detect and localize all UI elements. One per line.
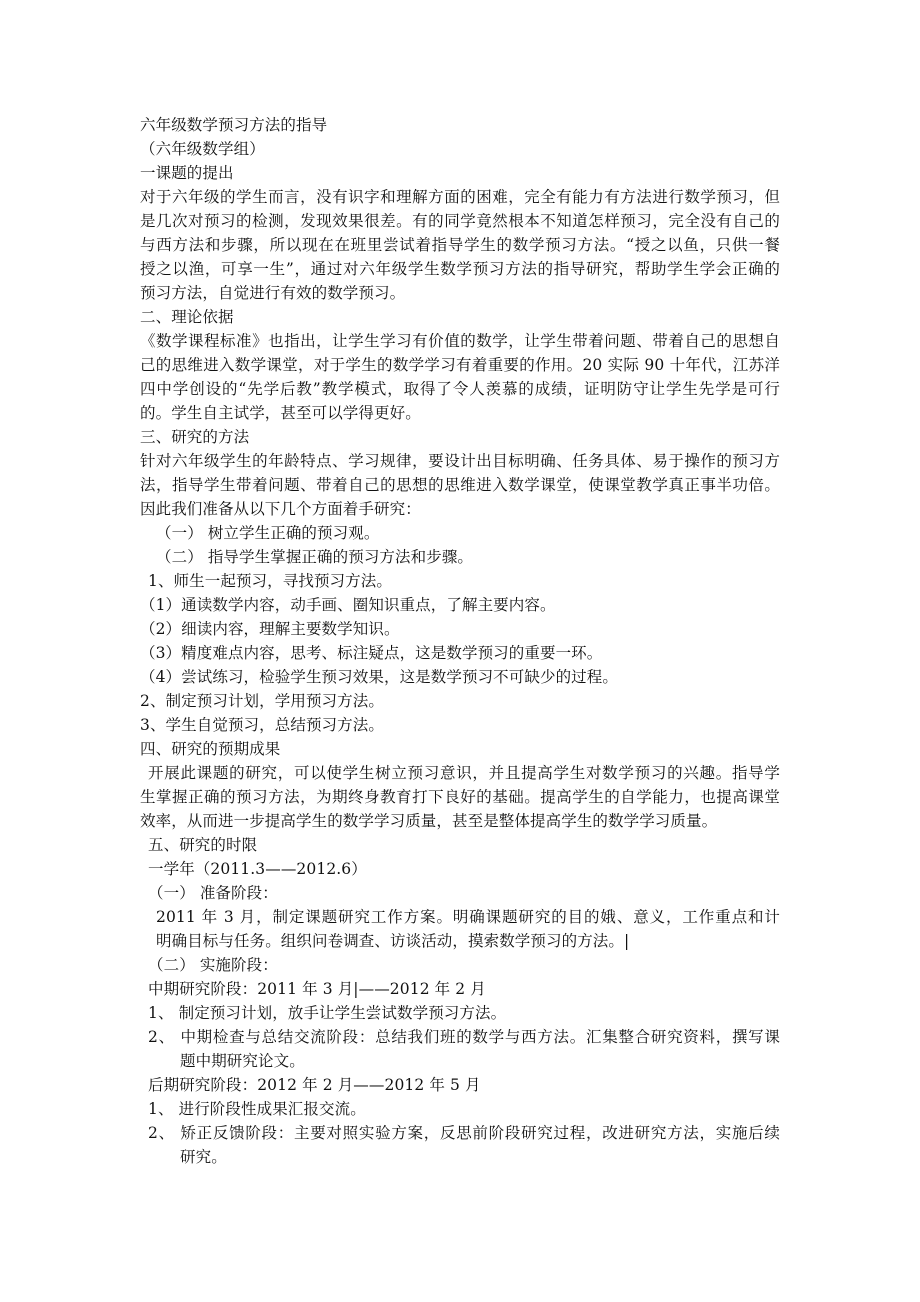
subsection-2: （二） 指导学生掌握正确的预习方法和步骤。 bbox=[156, 548, 474, 566]
section-1-line: 与西方法和步骤，所以现在在班里尝试着指导学生的数学预习方法。“授之以鱼，只供一餐 bbox=[140, 236, 780, 254]
late-stage-heading: 后期研究阶段：2012 年 2 月——2012 年 5 月 bbox=[148, 1076, 481, 1094]
section-2-line: 己的思维进入数学课堂，对于学生的数学学习有着重要的作用。20 实际 90 十年代，江苏洋 bbox=[140, 356, 780, 374]
section-2-line: 《数学课程标准》也指出，让学生学习有价值的数学，让学生带着问题、带着自己的思想自 bbox=[140, 332, 780, 350]
section-2-line: 四中学创设的“先学后教”教学模式，取得了令人羡慕的成绩，证明防守让学生先学是可行 bbox=[140, 380, 780, 398]
section-4-heading: 四、研究的预期成果 bbox=[140, 740, 281, 758]
mid-stage-item: 1、 制定预习计划，放手让学生尝试数学预习方法。 bbox=[148, 1004, 507, 1022]
method-substep: （3）精度难点内容，思考、标注疑点，这是数学预习的重要一环。 bbox=[140, 644, 603, 662]
section-3-line: 因此我们准备从以下几个方面着手研究： bbox=[140, 500, 421, 518]
section-4-line: 效率，从而进一步提高学生的数学学习质量，甚至是整体提高学生的数学学习质量。 bbox=[140, 812, 718, 830]
method-step-1: 1、师生一起预习，寻找预习方法。 bbox=[148, 572, 392, 590]
author-group: （六年级数学组） bbox=[140, 140, 265, 158]
mid-stage-item: 2、 中期检查与总结交流阶段：总结我们班的数学与西方法。汇集整合研究资料，撰写课 bbox=[148, 1028, 780, 1046]
prep-stage-line: 2011 年 3 月，制定课题研究工作方案。明确课题研究的目的娥、意义，工作重点和计 bbox=[156, 908, 780, 926]
impl-stage-heading: （二） 实施阶段： bbox=[148, 956, 278, 974]
research-period: 一学年（2011.3——2012.6） bbox=[148, 860, 367, 878]
section-1-heading: 一课题的提出 bbox=[140, 164, 234, 182]
section-4-line: 开展此课题的研究，可以使学生树立预习意识，并且提高学生对数学预习的兴趣。指导学 bbox=[148, 764, 780, 782]
section-2-line: 的。学生自主试学，甚至可以学得更好。 bbox=[140, 404, 421, 422]
section-1-line: 是几次对预习的检测，发现效果很差。有的同学竟然根本不知道怎样预习，完全没有自己的 bbox=[140, 212, 780, 230]
section-5-heading: 五、研究的时限 bbox=[148, 836, 258, 854]
late-stage-item-cont: 研究。 bbox=[180, 1148, 227, 1166]
section-2-heading: 二、理论依据 bbox=[140, 308, 234, 326]
mid-stage-item-cont: 题中期研究论文。 bbox=[180, 1052, 305, 1070]
section-1-line: 对于六年级的学生而言，没有识字和理解方面的困难，完全有能力有方法进行数学预习，但 bbox=[140, 188, 780, 206]
method-step-3: 3、学生自觉预习，总结预习方法。 bbox=[140, 716, 384, 734]
late-stage-item: 2、 矫正反馈阶段：主要对照实验方案，反思前阶段研究过程，改进研究方法，实施后续 bbox=[148, 1124, 780, 1142]
prep-stage-line: 明确目标与任务。组织问卷调查、访谈活动，摸索数学预习的方法。| bbox=[156, 932, 630, 950]
subsection-1: （一） 树立学生正确的预习观。 bbox=[156, 524, 380, 542]
section-1-line: 授之以渔，可享一生”，通过对六年级学生数学预习方法的指导研究，帮助学生学会正确的 bbox=[140, 260, 780, 278]
document-title: 六年级数学预习方法的指导 bbox=[140, 116, 328, 134]
section-3-line: 法，指导学生带着问题、带着自己的思想的思维进入数学课堂，使课堂教学真正事半功倍。 bbox=[140, 476, 780, 494]
mid-stage-heading: 中期研究阶段：2011 年 3 月|——2012 年 2 月 bbox=[148, 980, 486, 998]
section-3-heading: 三、研究的方法 bbox=[140, 428, 250, 446]
method-substep: （2）细读内容，理解主要数学知识。 bbox=[140, 620, 400, 638]
section-3-line: 针对六年级学生的年龄特点、学习规律，要设计出目标明确、任务具体、易于操作的预习方 bbox=[140, 452, 780, 470]
section-4-line: 生掌握正确的预习方法，为期终身教育打下良好的基础。提高学生的自学能力，也提高课堂 bbox=[140, 788, 780, 806]
method-step-2: 2、制定预习计划，学用预习方法。 bbox=[140, 692, 384, 710]
late-stage-item: 1、 进行阶段性成果汇报交流。 bbox=[148, 1100, 366, 1118]
prep-stage-heading: （一） 准备阶段： bbox=[148, 884, 278, 902]
section-1-line: 预习方法，自觉进行有效的数学预习。 bbox=[140, 284, 406, 302]
method-substep: （1）通读数学内容，动手画、圈知识重点，了解主要内容。 bbox=[140, 596, 556, 614]
method-substep: （4）尝试练习，检验学生预习效果，这是数学预习不可缺少的过程。 bbox=[140, 668, 618, 686]
